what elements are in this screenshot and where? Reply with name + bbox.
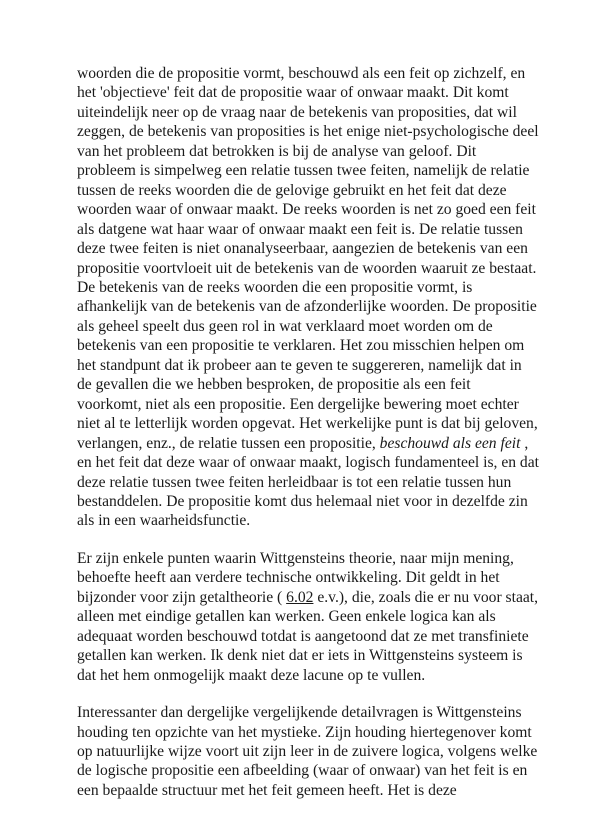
paragraph-3-text: Interessanter dan dergelijke vergelijkende detailvragen is Wittgensteins houding ten opzichte van het mystieke. Zijn houding hiertegenover komt op natuurlijke wijze voort uit zijn leer in de zuivere logica, volgens welke de logische propositie een afbeelding (waar of onwaar) van het feit is en een bepaalde structuur met het feit gemeen heeft. Het is deze <box>77 704 538 799</box>
paragraph-1-emphasis: beschouwd als een feit <box>379 434 521 452</box>
section-link-6-02[interactable]: 6.02 <box>286 588 314 606</box>
document-body <box>77 64 539 818</box>
paragraph-1 <box>77 64 539 531</box>
paragraph-3 <box>77 703 539 800</box>
paragraph-1-text-b: , en het feit dat deze waar of onwaar maakt, logisch fundamenteel is, en dat deze relatie tussen twee feiten herleidbaar is tot een relatie tussen hun bestanddelen. De propositie komt dus helemaal niet voor in dezelfde zin als in een waarheidsfunctie. <box>77 434 539 530</box>
paragraph-2-text-a: Er zijn enkele punten waarin Wittgensteins theorie, naar mijn mening, behoefte heeft aan verdere technische ontwikkeling. Dit geldt in het bijzonder voor zijn getaltheorie ( <box>77 549 514 606</box>
paragraph-2-text-b: e.v.), die, zoals die er nu voor staat, alleen met eindige getallen kan werken. Geen enkele logica kan als adequaat worden beschouwd totdat is aangetoond dat ze met transfiniete getallen kan werken. Ik denk niet dat er iets in Wittgensteins systeem is dat het hem onmogelijk maakt deze lacune op te vullen. <box>77 588 539 684</box>
paragraph-1-text-a: woorden die de propositie vormt, beschouwd als een feit op zichzelf, en het 'objectieve' feit dat de propositie waar of onwaar maakt. Dit komt uiteindelijk neer op de vraag naar de betekenis van proposities, dat wil zeggen, de betekenis van proposities is het enige niet-psychologische deel van het probleem dat betrokken is bij de analyse van geloof. Dit probleem is simpelweg een relatie tussen twee feiten, namelijk de relatie tussen de reeks woorden die de gelovige gebruikt en het feit dat deze woorden waar of onwaar maakt. De reeks woorden is net zo goed een feit als datgene wat haar waar of onwaar maakt een feit is. De relatie tussen deze twee feiten is niet onanalyseerbaar, aangezien de betekenis van een propositie voortvloeit uit de betekenis van de woorden waaruit ze bestaat. De betekenis van de reeks woorden die een propositie vormt, is afhankelijk van de betekenis van de afzonderlijke woorden. De propositie als geheel speelt dus geen rol in wat verklaard moet worden om de betekenis van een propositie te verklaren. Het zou misschien helpen om het standpunt dat ik probeer aan te geven te suggereren, namelijk dat in de gevallen die we hebben besproken, de propositie als een feit voorkomt, niet als een propositie. Een dergelijke bewering moet echter niet al te letterlijk worden opgevat. Het werkelijke punt is dat bij geloven, verlangen, enz., de relatie tussen een propositie, <box>77 65 539 452</box>
paragraph-2 <box>77 549 539 685</box>
